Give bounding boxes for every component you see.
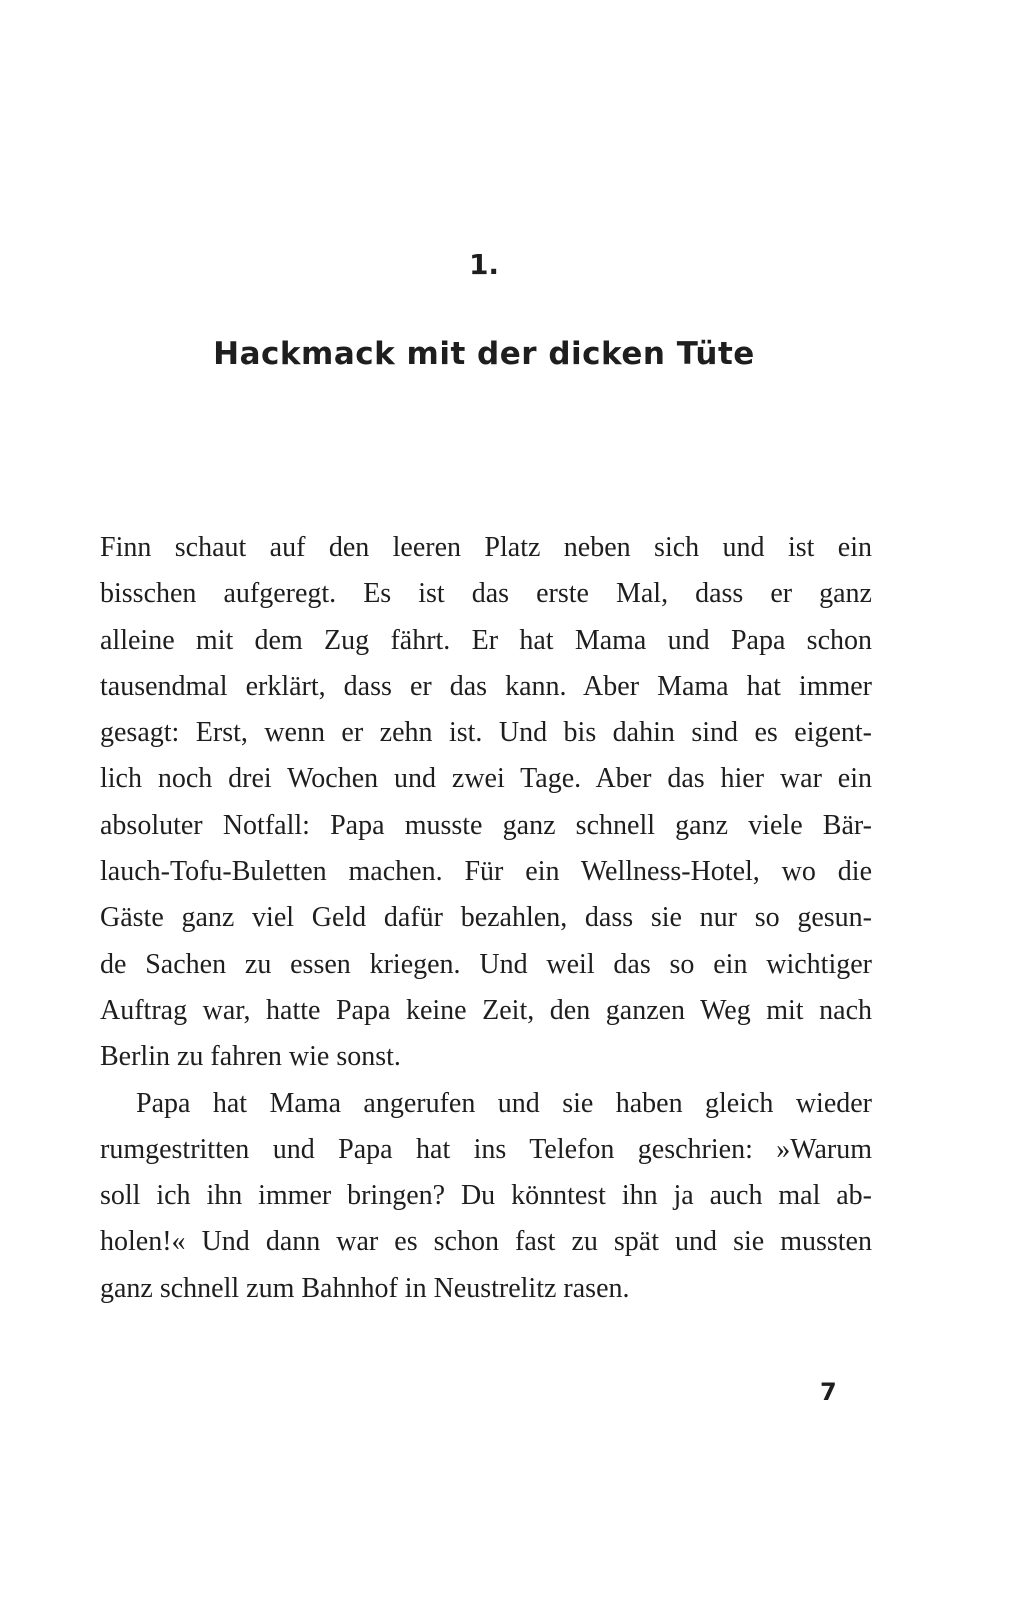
paragraph-line: Papa hat Mama angerufen und sie haben gleich wieder [136,1087,872,1119]
paragraph-line: Berlin zu fahren wie sonst. [100,1041,401,1073]
paragraph-line: lauch-Tofu-Buletten machen. Für ein Wellness-Hotel, wo die [100,856,872,888]
paragraph-line: Auftrag war, hatte Papa keine Zeit, den ganzen Weg mit nach [100,994,872,1026]
paragraph-line: tausendmal erklärt, dass er das kann. Aber Mama hat immer [100,670,872,702]
paragraph-line: rumgestritten und Papa hat ins Telefon geschrien: »Warum [100,1133,872,1165]
paragraph-line: alleine mit dem Zug fährt. Er hat Mama und Papa schon [100,624,872,656]
paragraph-line: gesagt: Erst, wenn er zehn ist. Und bis dahin sind es eigent- [100,717,872,749]
paragraph-line: Finn schaut auf den leeren Platz neben sich und ist ein [100,532,872,563]
paragraph-line: de Sachen zu essen kriegen. Und weil das so ein wichtiger [100,948,872,980]
paragraph-line: ganz schnell zum Bahnhof in Neustrelitz rasen. [100,1272,630,1304]
chapter-number: 1. [468,248,500,281]
paragraph-line: absoluter Notfall: Papa musste ganz schnell ganz viele Bär- [100,809,872,841]
paragraph-line: bisschen aufgeregt. Es ist das erste Mal, dass er ganz [100,578,872,610]
page-number: 7 [820,1378,837,1406]
body-text [100,528,872,1315]
paragraph-line: Gäste ganz viel Geld dafür bezahlen, dass sie nur so gesun- [100,902,872,934]
paragraph-line: holen!« Und dann war es schon fast zu spät und sie mussten [100,1226,872,1258]
chapter-title: Hackmack mit der dicken Tüte [213,336,755,372]
paragraph-line: lich noch drei Wochen und zwei Tage. Aber das hier war ein [100,763,872,795]
paragraph-line: soll ich ihn immer bringen? Du könntest ihn ja auch mal ab- [100,1180,872,1212]
